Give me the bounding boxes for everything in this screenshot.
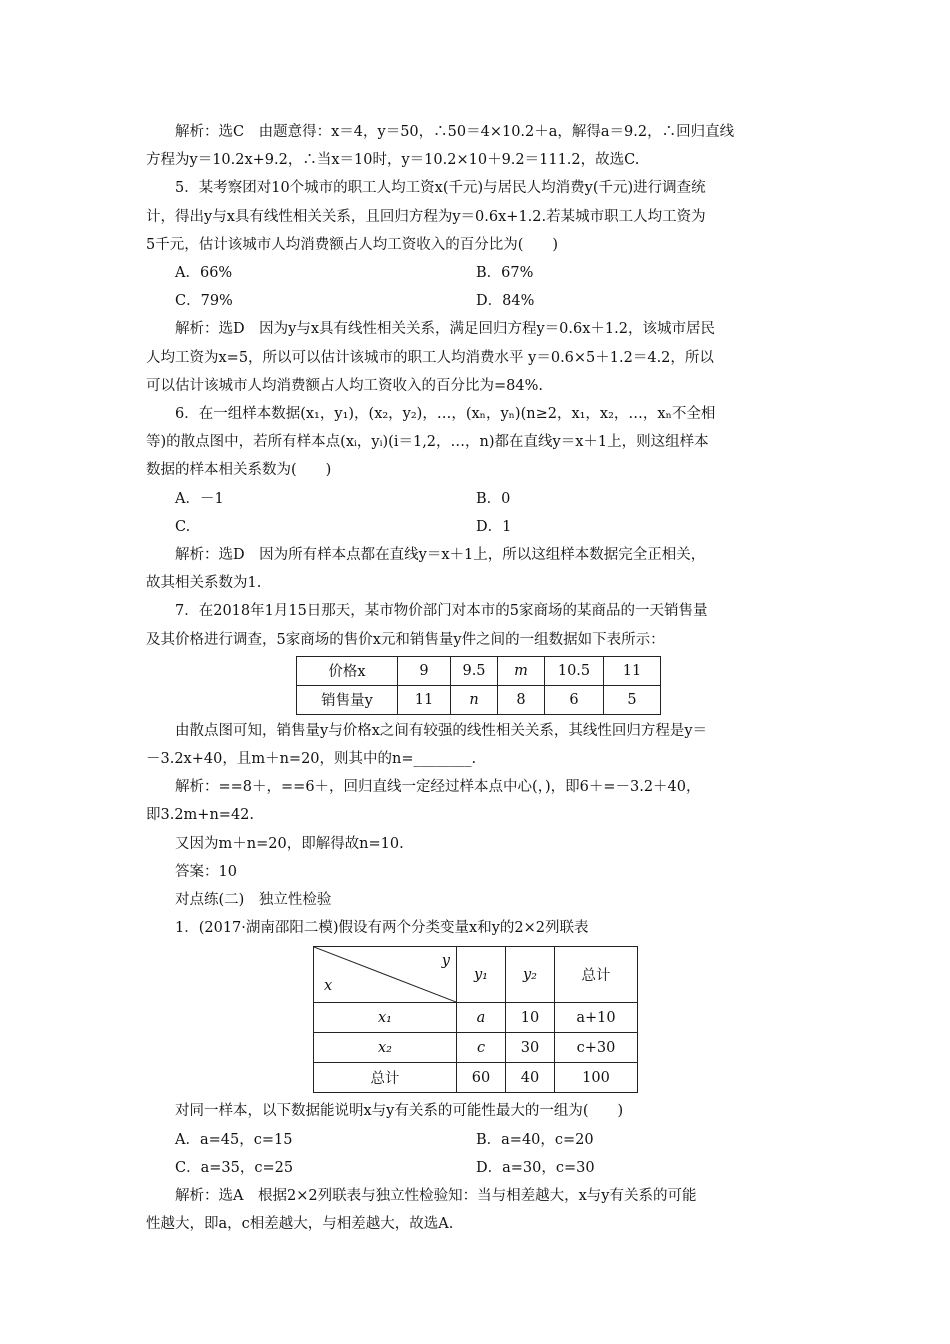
table-cell: c+30 xyxy=(555,1033,638,1063)
question-1: 1．(2017·湖南邵阳二模)假设有两个分类变量x和y的2×2列联表 xyxy=(175,920,589,937)
table-cell: 销售量y xyxy=(297,685,398,714)
document-page xyxy=(146,118,811,1239)
table-cell: 10.5 xyxy=(545,656,604,685)
diagonal-line xyxy=(314,947,456,1002)
text-line: 即3.2m+n=42. xyxy=(146,807,255,824)
solution: 解析：选D 因为所有样本点都在直线y＝x＋1上，所以这组样本数据完全正相关， xyxy=(175,547,706,564)
option-a: A．a=45，c=15 xyxy=(175,1131,293,1148)
text-line: 人均工资为x=5，所以可以估计该城市的职工人均消费水平 y＝0.6×5＋1.2＝4.2，所以 xyxy=(146,349,714,366)
question-5: 5．某考察团对10个城市的职工人均工资x(千元)与居民人均消费y(千元)进行调查统 xyxy=(175,180,706,197)
option-a: A．66% xyxy=(175,265,233,282)
table-cell: 11 xyxy=(398,685,451,714)
option-b: B．67% xyxy=(476,265,534,282)
text-line: 可以估计该城市人均消费额占人均工资收入的百分比为=84%. xyxy=(146,377,543,394)
table-cell: 11 xyxy=(604,656,661,685)
question-6: 6．在一组样本数据(x₁，y₁)，(x₂，y₂)，…，(xₙ，yₙ)(n≥2，x₁，x₂，…，xₙ不全相 xyxy=(175,406,716,423)
text-line: 计，得出y与x具有线性相关关系，且回归方程为y＝0.6x+1.2.若某城市职工人均工资为 xyxy=(146,208,706,225)
header-y: y xyxy=(441,953,450,970)
option-c: C．a=35，c=25 xyxy=(175,1159,294,1176)
options-row xyxy=(146,1154,811,1182)
section-heading: 对点练(二) 独立性检验 xyxy=(175,892,332,909)
table-cell: 8 xyxy=(498,685,545,714)
options-row xyxy=(146,287,811,315)
text-line: 等)的散点图中，若所有样本点(xᵢ，yᵢ)(i＝1,2，…，n)都在直线y＝x＋1上，则这组样本 xyxy=(146,434,709,451)
option-b: B．a=40，c=20 xyxy=(476,1131,594,1148)
text-line: 解析：选C 由题意得：x＝4，y＝50，∴50＝4×10.2＋a，解得a＝9.2，∴回归直线 xyxy=(175,124,735,140)
contingency-table xyxy=(313,946,638,1093)
text-line: 由散点图可知，销售量y与价格x之间有较强的线性相关关系，其线性回归方程是y＝ xyxy=(175,722,708,739)
table-cell: a xyxy=(457,1003,506,1033)
table-cell: 10 xyxy=(506,1003,555,1033)
table-row xyxy=(314,1033,638,1063)
table-cell: y₂ xyxy=(506,947,555,1003)
options-row xyxy=(146,485,811,513)
table-row xyxy=(314,1063,638,1093)
text-line: 性越大，即a，c相差越大，与相差越大，故选A. xyxy=(146,1216,454,1233)
options-row xyxy=(146,259,811,287)
options-row xyxy=(146,513,811,541)
price-sales-table xyxy=(296,656,661,715)
text-line: 及其价格进行调查，5家商场的售价x元和销售量y件之间的一组数据如下表所示： xyxy=(146,631,665,648)
option-c: C. xyxy=(175,518,191,535)
table-row xyxy=(297,656,661,685)
table-cell: 40 xyxy=(506,1063,555,1093)
text-line: 对同一样本，以下数据能说明x与y有关系的可能性最大的一组为( ) xyxy=(175,1103,624,1120)
table-row xyxy=(314,1003,638,1033)
table-cell: 总计 xyxy=(314,1063,457,1093)
table-cell: 60 xyxy=(457,1063,506,1093)
table-cell: 6 xyxy=(545,685,604,714)
table-cell: y₁ xyxy=(457,947,506,1003)
option-a: A．－1 xyxy=(175,490,224,507)
solution: 解析：选D 因为y与x具有线性相关关系，满足回归方程y＝0.6x＋1.2，该城市居民 xyxy=(175,321,715,338)
table-cell: 9 xyxy=(398,656,451,685)
text-line: 又因为m＋n=20，即解得故n=10. xyxy=(175,835,404,852)
option-d: D．a=30，c=30 xyxy=(476,1159,595,1176)
text-line: 故其相关系数为1. xyxy=(146,575,262,592)
table-cell: m xyxy=(498,656,545,685)
text-line: 5千元，估计该城市人均消费额占人均工资收入的百分比为( ) xyxy=(146,236,559,253)
table-cell: 9.5 xyxy=(451,656,498,685)
answer: 答案：10 xyxy=(175,863,237,880)
table-cell: n xyxy=(451,685,498,714)
option-b: B．0 xyxy=(476,490,511,507)
text-line: －3.2x+40，且m＋n=20，则其中的n=________. xyxy=(146,751,477,768)
text-line: 数据的样本相关系数为( ) xyxy=(146,462,332,479)
table-cell: x₁ xyxy=(314,1003,457,1033)
question-7: 7．在2018年1月15日那天，某市物价部门对本市的5家商场的某商品的一天销售量 xyxy=(175,603,708,620)
options-row xyxy=(146,1126,811,1154)
table-cell: x₂ xyxy=(314,1033,457,1063)
option-d: D．84% xyxy=(476,293,535,310)
table-cell: 价格x xyxy=(297,656,398,685)
diagonal-header-cell xyxy=(314,947,457,1003)
option-c: C．79% xyxy=(175,293,233,310)
table-cell: 总计 xyxy=(555,947,638,1003)
solution: 解析：选A 根据2×2列联表与独立性检验知：当与相差越大，x与y有关系的可能 xyxy=(175,1188,697,1205)
text-line: 方程为y＝10.2x+9.2，∴当x＝10时，y＝10.2×10＋9.2＝111.2，故选C. xyxy=(146,152,640,169)
table-cell: 5 xyxy=(604,685,661,714)
table-cell: 30 xyxy=(506,1033,555,1063)
table-cell: c xyxy=(457,1033,506,1063)
table-row xyxy=(297,685,661,714)
option-d: D．1 xyxy=(476,518,512,535)
table-cell: a+10 xyxy=(555,1003,638,1033)
header-x: x xyxy=(324,978,333,995)
table-row xyxy=(314,947,638,1003)
solution: 解析：==8＋，==6＋，回归直线一定经过样本点中心(，)，即6＋=－3.2＋40， xyxy=(175,779,701,796)
table-cell: 100 xyxy=(555,1063,638,1093)
